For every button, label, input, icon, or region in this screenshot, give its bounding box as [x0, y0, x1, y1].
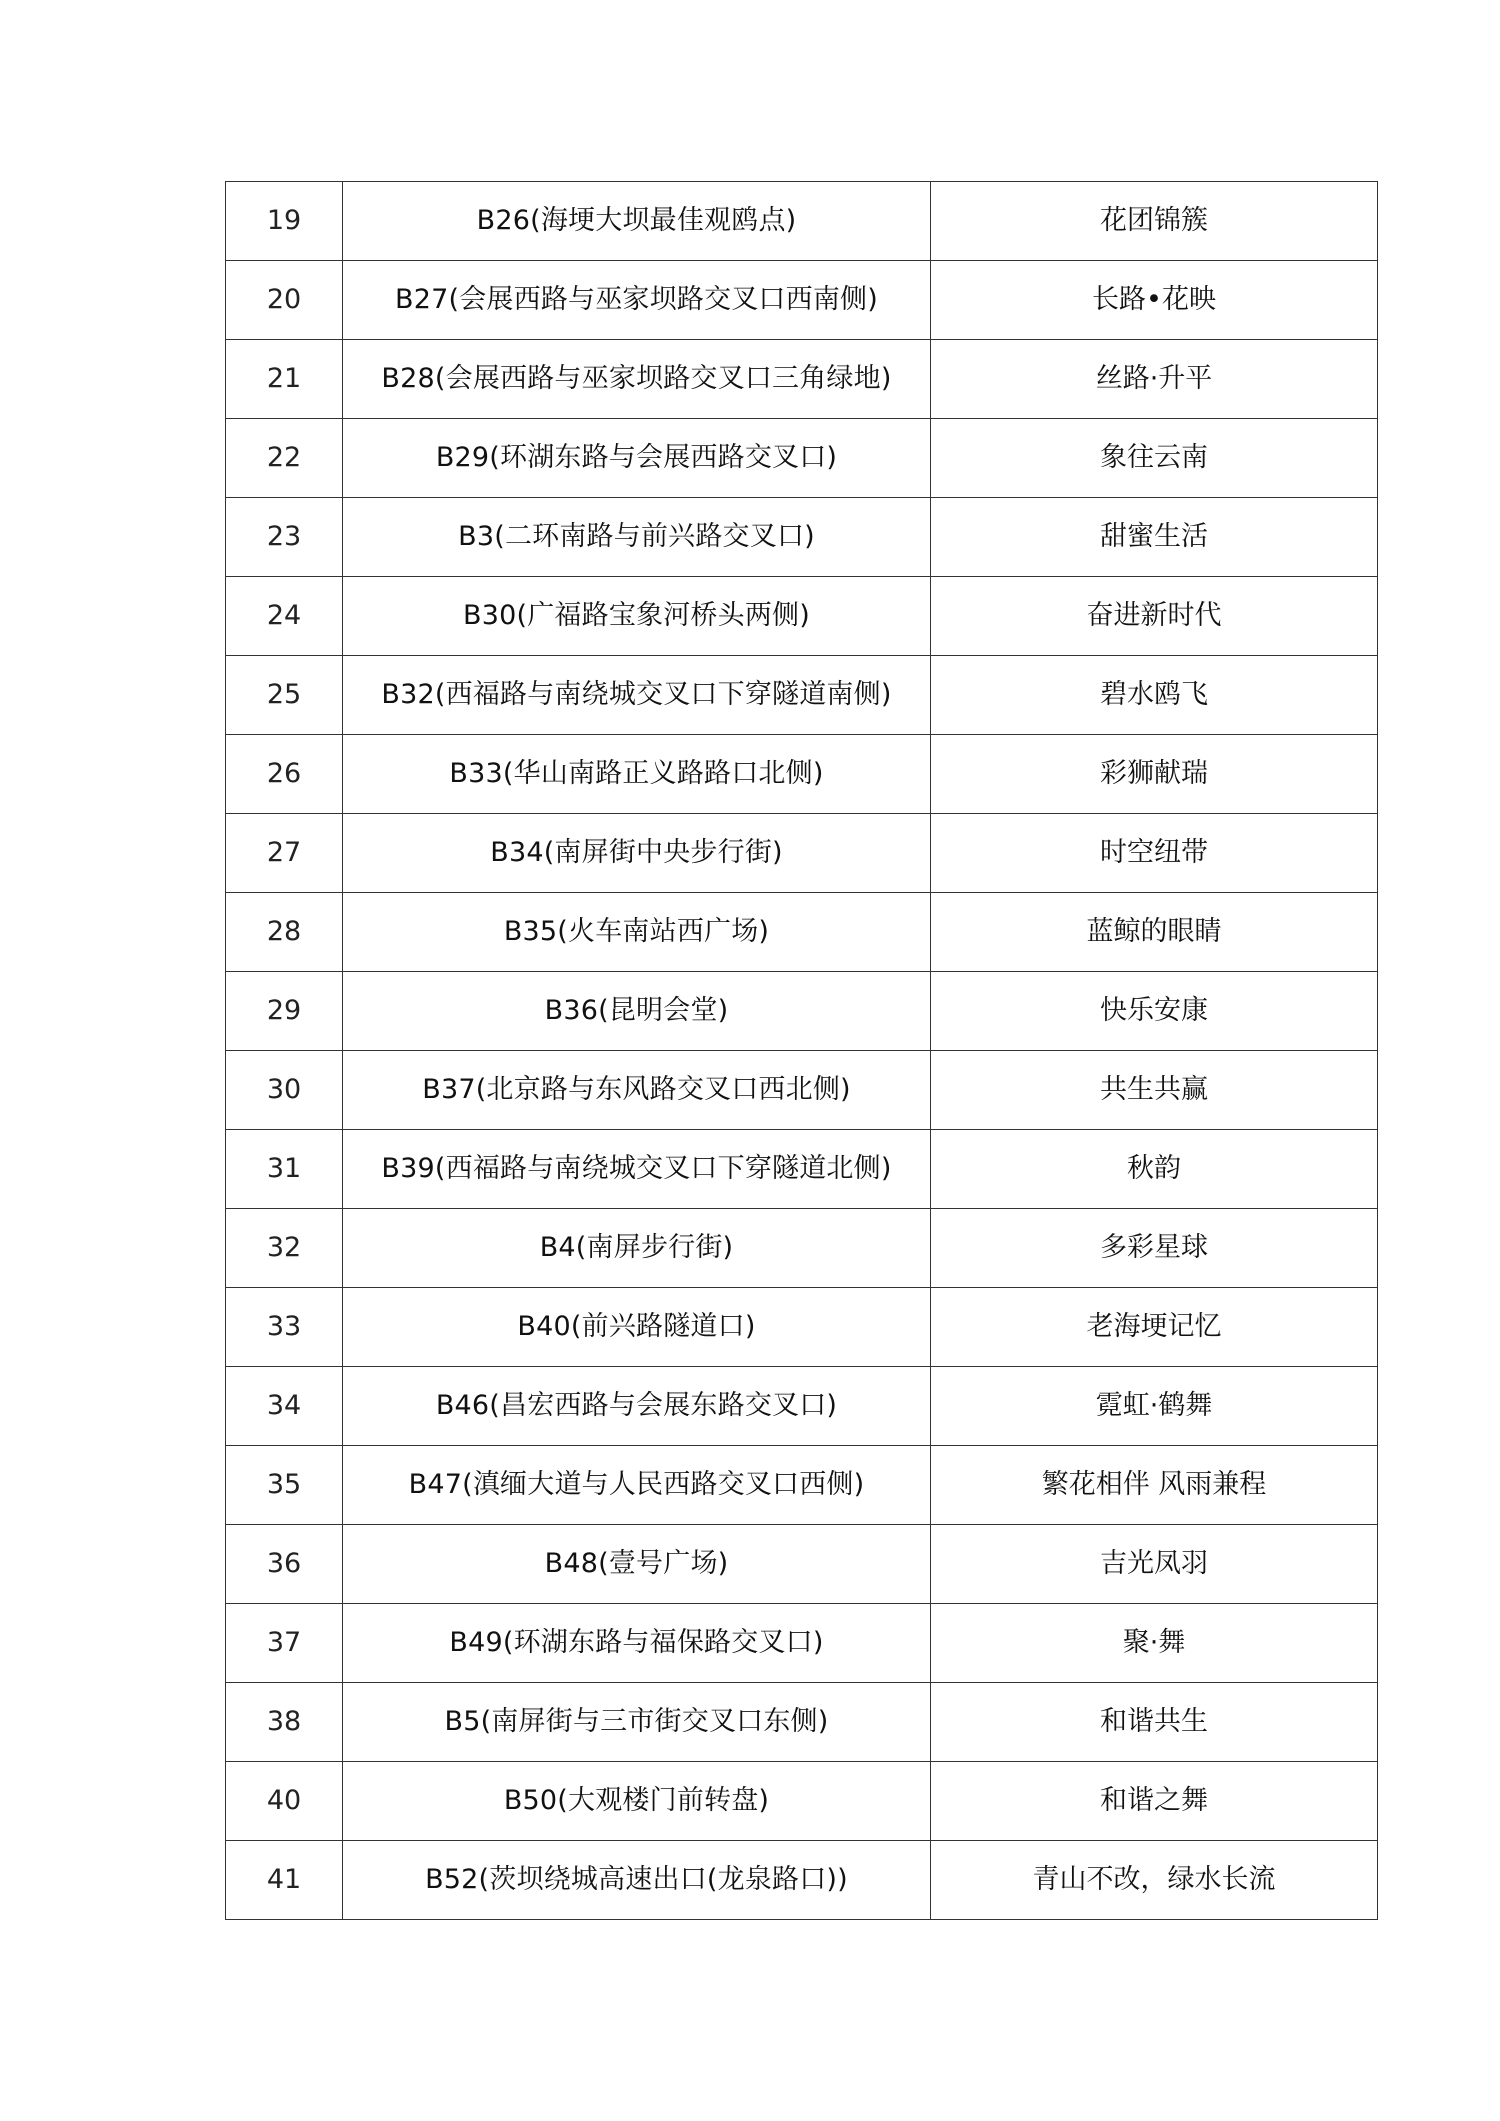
location-cell: B4(南屏步行街) [343, 1209, 931, 1288]
location-cell: B35(火车南站西广场) [343, 893, 931, 972]
artwork-name-cell: 丝路·升平 [931, 340, 1378, 419]
row-number-cell: 28 [226, 893, 343, 972]
artwork-name-cell: 象往云南 [931, 419, 1378, 498]
table-row [226, 498, 1378, 577]
artwork-name-cell: 奋进新时代 [931, 577, 1378, 656]
row-number-cell: 36 [226, 1525, 343, 1604]
artwork-name-cell: 碧水鸥飞 [931, 656, 1378, 735]
location-cell: B37(北京路与东风路交叉口西北侧) [343, 1051, 931, 1130]
table-row [226, 1525, 1378, 1604]
location-cell: B36(昆明会堂) [343, 972, 931, 1051]
artwork-name-cell: 青山不改，绿水长流 [931, 1841, 1378, 1920]
row-number-cell: 21 [226, 340, 343, 419]
artwork-name-cell: 霓虹·鹤舞 [931, 1367, 1378, 1446]
table-row [226, 1288, 1378, 1367]
table-row [226, 1604, 1378, 1683]
table-row [226, 814, 1378, 893]
table-row [226, 1762, 1378, 1841]
row-number-cell: 38 [226, 1683, 343, 1762]
table-row [226, 1841, 1378, 1920]
artwork-name-cell: 甜蜜生活 [931, 498, 1378, 577]
table-body [226, 182, 1378, 1920]
row-number-cell: 30 [226, 1051, 343, 1130]
row-number-cell: 24 [226, 577, 343, 656]
location-cell: B33(华山南路正义路路口北侧) [343, 735, 931, 814]
artwork-name-cell: 秋韵 [931, 1130, 1378, 1209]
row-number-cell: 23 [226, 498, 343, 577]
row-number-cell: 31 [226, 1130, 343, 1209]
location-cell: B29(环湖东路与会展西路交叉口) [343, 419, 931, 498]
table-row [226, 656, 1378, 735]
table-row [226, 1367, 1378, 1446]
row-number-cell: 29 [226, 972, 343, 1051]
row-number-cell: 33 [226, 1288, 343, 1367]
artwork-name-cell: 时空纽带 [931, 814, 1378, 893]
location-cell: B26(海埂大坝最佳观鸥点) [343, 182, 931, 261]
row-number-cell: 35 [226, 1446, 343, 1525]
row-number-cell: 37 [226, 1604, 343, 1683]
row-number-cell: 19 [226, 182, 343, 261]
location-cell: B52(茨坝绕城高速出口(龙泉路口)) [343, 1841, 931, 1920]
row-number-cell: 41 [226, 1841, 343, 1920]
location-cell: B46(昌宏西路与会展东路交叉口) [343, 1367, 931, 1446]
artwork-name-cell: 蓝鲸的眼睛 [931, 893, 1378, 972]
artwork-name-cell: 多彩星球 [931, 1209, 1378, 1288]
table-row [226, 577, 1378, 656]
location-cell: B3(二环南路与前兴路交叉口) [343, 498, 931, 577]
artwork-name-cell: 老海埂记忆 [931, 1288, 1378, 1367]
location-cell: B34(南屏街中央步行街) [343, 814, 931, 893]
table-row [226, 340, 1378, 419]
table-row [226, 735, 1378, 814]
location-cell: B5(南屏街与三市街交叉口东侧) [343, 1683, 931, 1762]
row-number-cell: 26 [226, 735, 343, 814]
location-cell: B28(会展西路与巫家坝路交叉口三角绿地) [343, 340, 931, 419]
artwork-name-cell: 聚·舞 [931, 1604, 1378, 1683]
table-row [226, 1130, 1378, 1209]
table-row [226, 972, 1378, 1051]
location-cell: B30(广福路宝象河桥头两侧) [343, 577, 931, 656]
table-row [226, 182, 1378, 261]
location-cell: B47(滇缅大道与人民西路交叉口西侧) [343, 1446, 931, 1525]
artwork-name-cell: 和谐之舞 [931, 1762, 1378, 1841]
row-number-cell: 25 [226, 656, 343, 735]
table-row [226, 261, 1378, 340]
table-row [226, 1446, 1378, 1525]
table-row [226, 419, 1378, 498]
row-number-cell: 34 [226, 1367, 343, 1446]
location-cell: B50(大观楼门前转盘) [343, 1762, 931, 1841]
row-number-cell: 27 [226, 814, 343, 893]
artwork-name-cell: 共生共赢 [931, 1051, 1378, 1130]
row-number-cell: 20 [226, 261, 343, 340]
artwork-name-cell: 花团锦簇 [931, 182, 1378, 261]
artwork-name-cell: 繁花相伴 风雨兼程 [931, 1446, 1378, 1525]
row-number-cell: 32 [226, 1209, 343, 1288]
artwork-name-cell: 和谐共生 [931, 1683, 1378, 1762]
location-cell: B49(环湖东路与福保路交叉口) [343, 1604, 931, 1683]
table-row [226, 1209, 1378, 1288]
table-row [226, 893, 1378, 972]
location-cell: B48(壹号广场) [343, 1525, 931, 1604]
artwork-name-cell: 快乐安康 [931, 972, 1378, 1051]
row-number-cell: 40 [226, 1762, 343, 1841]
location-cell: B39(西福路与南绕城交叉口下穿隧道北侧) [343, 1130, 931, 1209]
location-cell: B40(前兴路隧道口) [343, 1288, 931, 1367]
artwork-name-cell: 彩狮献瑞 [931, 735, 1378, 814]
artwork-name-cell: 吉光凤羽 [931, 1525, 1378, 1604]
artwork-name-cell: 长路•花映 [931, 261, 1378, 340]
location-cell: B27(会展西路与巫家坝路交叉口西南侧) [343, 261, 931, 340]
table-row [226, 1051, 1378, 1130]
row-number-cell: 22 [226, 419, 343, 498]
installation-table [225, 181, 1378, 1920]
location-cell: B32(西福路与南绕城交叉口下穿隧道南侧) [343, 656, 931, 735]
table-row [226, 1683, 1378, 1762]
